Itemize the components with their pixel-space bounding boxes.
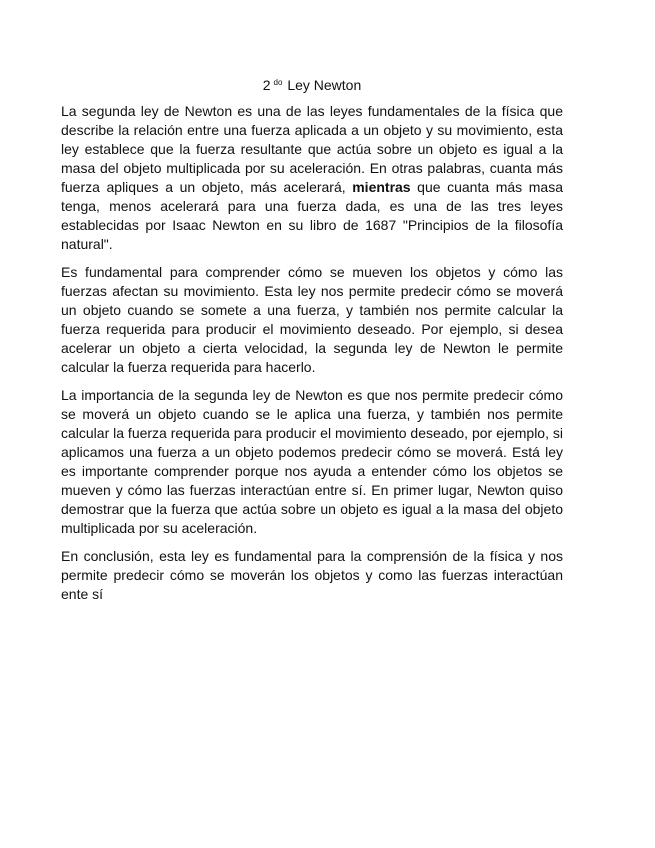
title-superscript: do [273, 78, 283, 87]
paragraph-1-text-end: que cuanta más masa tenga, menos acelerará para una fuerza dada, es una de las tres leyes establecidas por Isaac Newton en su libro de 1687 "Principios de la filosofía natural". [61, 179, 563, 252]
paragraph-4: En conclusión, esta ley es fundamental para la comprensión de la física y nos permite predecir cómo se moverán los objetos y como las fuerzas interactúan ente sí [61, 548, 563, 602]
paragraph-1-text-start: La segunda ley de Newton es una de las leyes fundamentales de la física que describe la relación entre una fuerza aplicada a un objeto y su movimiento, esta ley establece que la fuerza resultante que actúa sobre un objeto es igual a la masa del objeto multiplicada por su aceleración. En otras palabras, cuanta más fuerza apliques a un objeto, más acelerará, [61, 103, 563, 195]
paragraph-1 [61, 102, 563, 254]
document-page [61, 76, 563, 613]
title-number: 2 [262, 77, 271, 93]
paragraph-1-bold-word: mientras [352, 179, 411, 195]
paragraph-3: La importancia de la segunda ley de Newton es que nos permite predecir cómo se moverá un objeto cuando se le aplica una fuerza, y también nos permite calcular la fuerza requerida para producir el movimiento deseado, por ejemplo, si aplicamos una fuerza a un objeto podemos predecir cómo se moverá. Está ley es importante comprender porque nos ayuda a entender cómo los objetos se mueven y cómo las fuerzas interactúan entre sí. En primer lugar, Newton quiso demostrar que la fuerza que actúa sobre un objeto es igual a la masa del objeto multiplicada por su aceleración. [61, 387, 563, 536]
title-text: Ley Newton [287, 77, 362, 93]
paragraph-2: Es fundamental para comprender cómo se mueven los objetos y cómo las fuerzas afectan su movimiento. Esta ley nos permite predecir cómo se moverá un objeto cuando se somete a una fuerza, y también nos permite calcular la fuerza requerida para producir el movimiento deseado. Por ejemplo, si desea acelerar un objeto a cierta velocidad, la segunda ley de Newton le permite calcular la fuerza requerida para hacerlo. [61, 264, 563, 375]
document-title [61, 76, 563, 94]
